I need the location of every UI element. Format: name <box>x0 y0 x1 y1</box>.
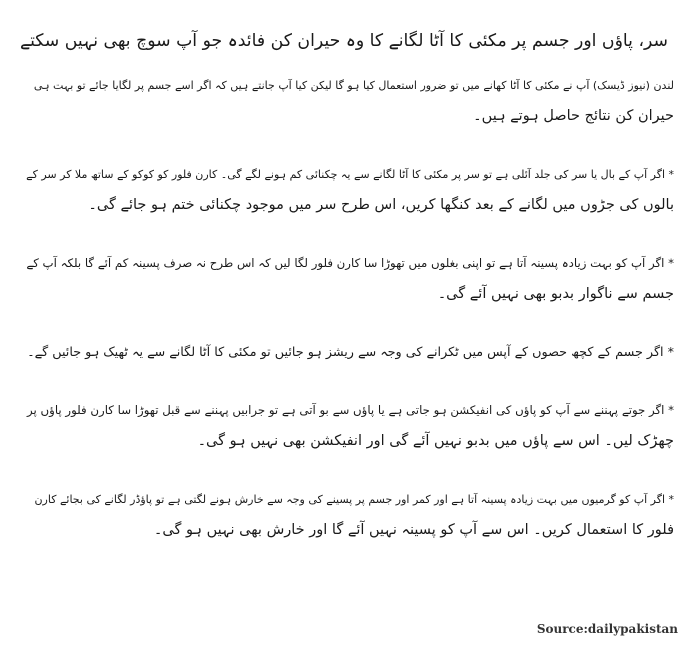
paragraph-sweat <box>22 248 674 310</box>
paragraph-line: حیران کن نتائج حاصل ہوتے ہیں۔ <box>473 108 674 124</box>
paragraph-line: فلور کا استعمال کریں۔ اس سے آپ کو پسینہ نہیں آئے گا اور خارش بھی نہیں ہو گی۔ <box>153 522 674 538</box>
paragraph-summer-itch <box>22 484 674 546</box>
paragraph-line: لندن (نیوز ڈیسک) آپ نے مکئی کا آٹا کھانے میں تو ضرور استعمال کیا ہو گا لیکن کیا آپ جانتے ہیں کہ اگر اسے جسم پر لگایا جائے تو بہت ہی <box>33 79 674 92</box>
paragraph-line: بالوں کی جڑوں میں لگانے کے بعد کنگھا کریں، اس طرح سر میں موجود چکنائی ختم ہو جائے گی۔ <box>88 197 674 213</box>
article-headline: سر، پاؤں اور جسم پر مکئی کا آٹا لگانے کا وہ حیران کن فائدہ جو آپ سوچ بھی نہیں سکتے <box>19 31 668 51</box>
paragraph-line: * اگر آپ کے بال یا سر کی جلد آئلی ہے تو سر پر مکئی کا آٹا لگانے سے یہ چکنائی کم ہونے لگے گی۔ کارن فلور کو کوکو کے ساتھ ملا کر سر کے <box>26 168 674 181</box>
paragraph-intro <box>22 70 674 132</box>
paragraph-oily-hair <box>22 159 674 221</box>
paragraph-foot-infection <box>22 395 674 457</box>
source-credit: Source:dailypakistan <box>536 622 678 636</box>
paragraph-line: جسم سے ناگوار بدبو بھی نہیں آئے گی۔ <box>437 286 674 302</box>
paragraph-line: * اگر جوتے پہننے سے آپ کو پاؤں کی انفیکشن ہو جاتی ہے یا پاؤں سے بو آتی ہے تو جرابیں پہننے سے قبل تھوڑا سا کارن فلور پاؤں پر <box>27 403 674 417</box>
paragraph-line: چھڑک لیں۔ اس سے پاؤں میں بدبو نہیں آئے گی اور انفیکشن بھی نہیں ہو گی۔ <box>197 433 674 449</box>
paragraph-line: * اگر جسم کے کچھ حصوں کے آپس میں ٹکرانے کی وجہ سے ریشز ہو جائیں تو مکئی کا آٹا لگانے سے یہ ٹھیک ہو جائیں گے۔ <box>27 345 674 360</box>
paragraph-line: * اگر آپ کو گرمیوں میں بہت زیادہ پسینہ آتا ہے اور کمر اور جسم پر پسینے کی وجہ سے خارش ہونے لگتی ہے تو پاؤڈر لگانے کی بجائے کارن <box>34 493 674 506</box>
paragraph-line: * اگر آپ کو بہت زیادہ پسینہ آتا ہے تو اپنی بغلوں میں تھوڑا سا کارن فلور لگا لیں کہ اس طرح نہ صرف پسینہ کم آئے گا بلکہ آپ کے <box>26 256 674 270</box>
paragraph-rashes <box>22 337 674 368</box>
